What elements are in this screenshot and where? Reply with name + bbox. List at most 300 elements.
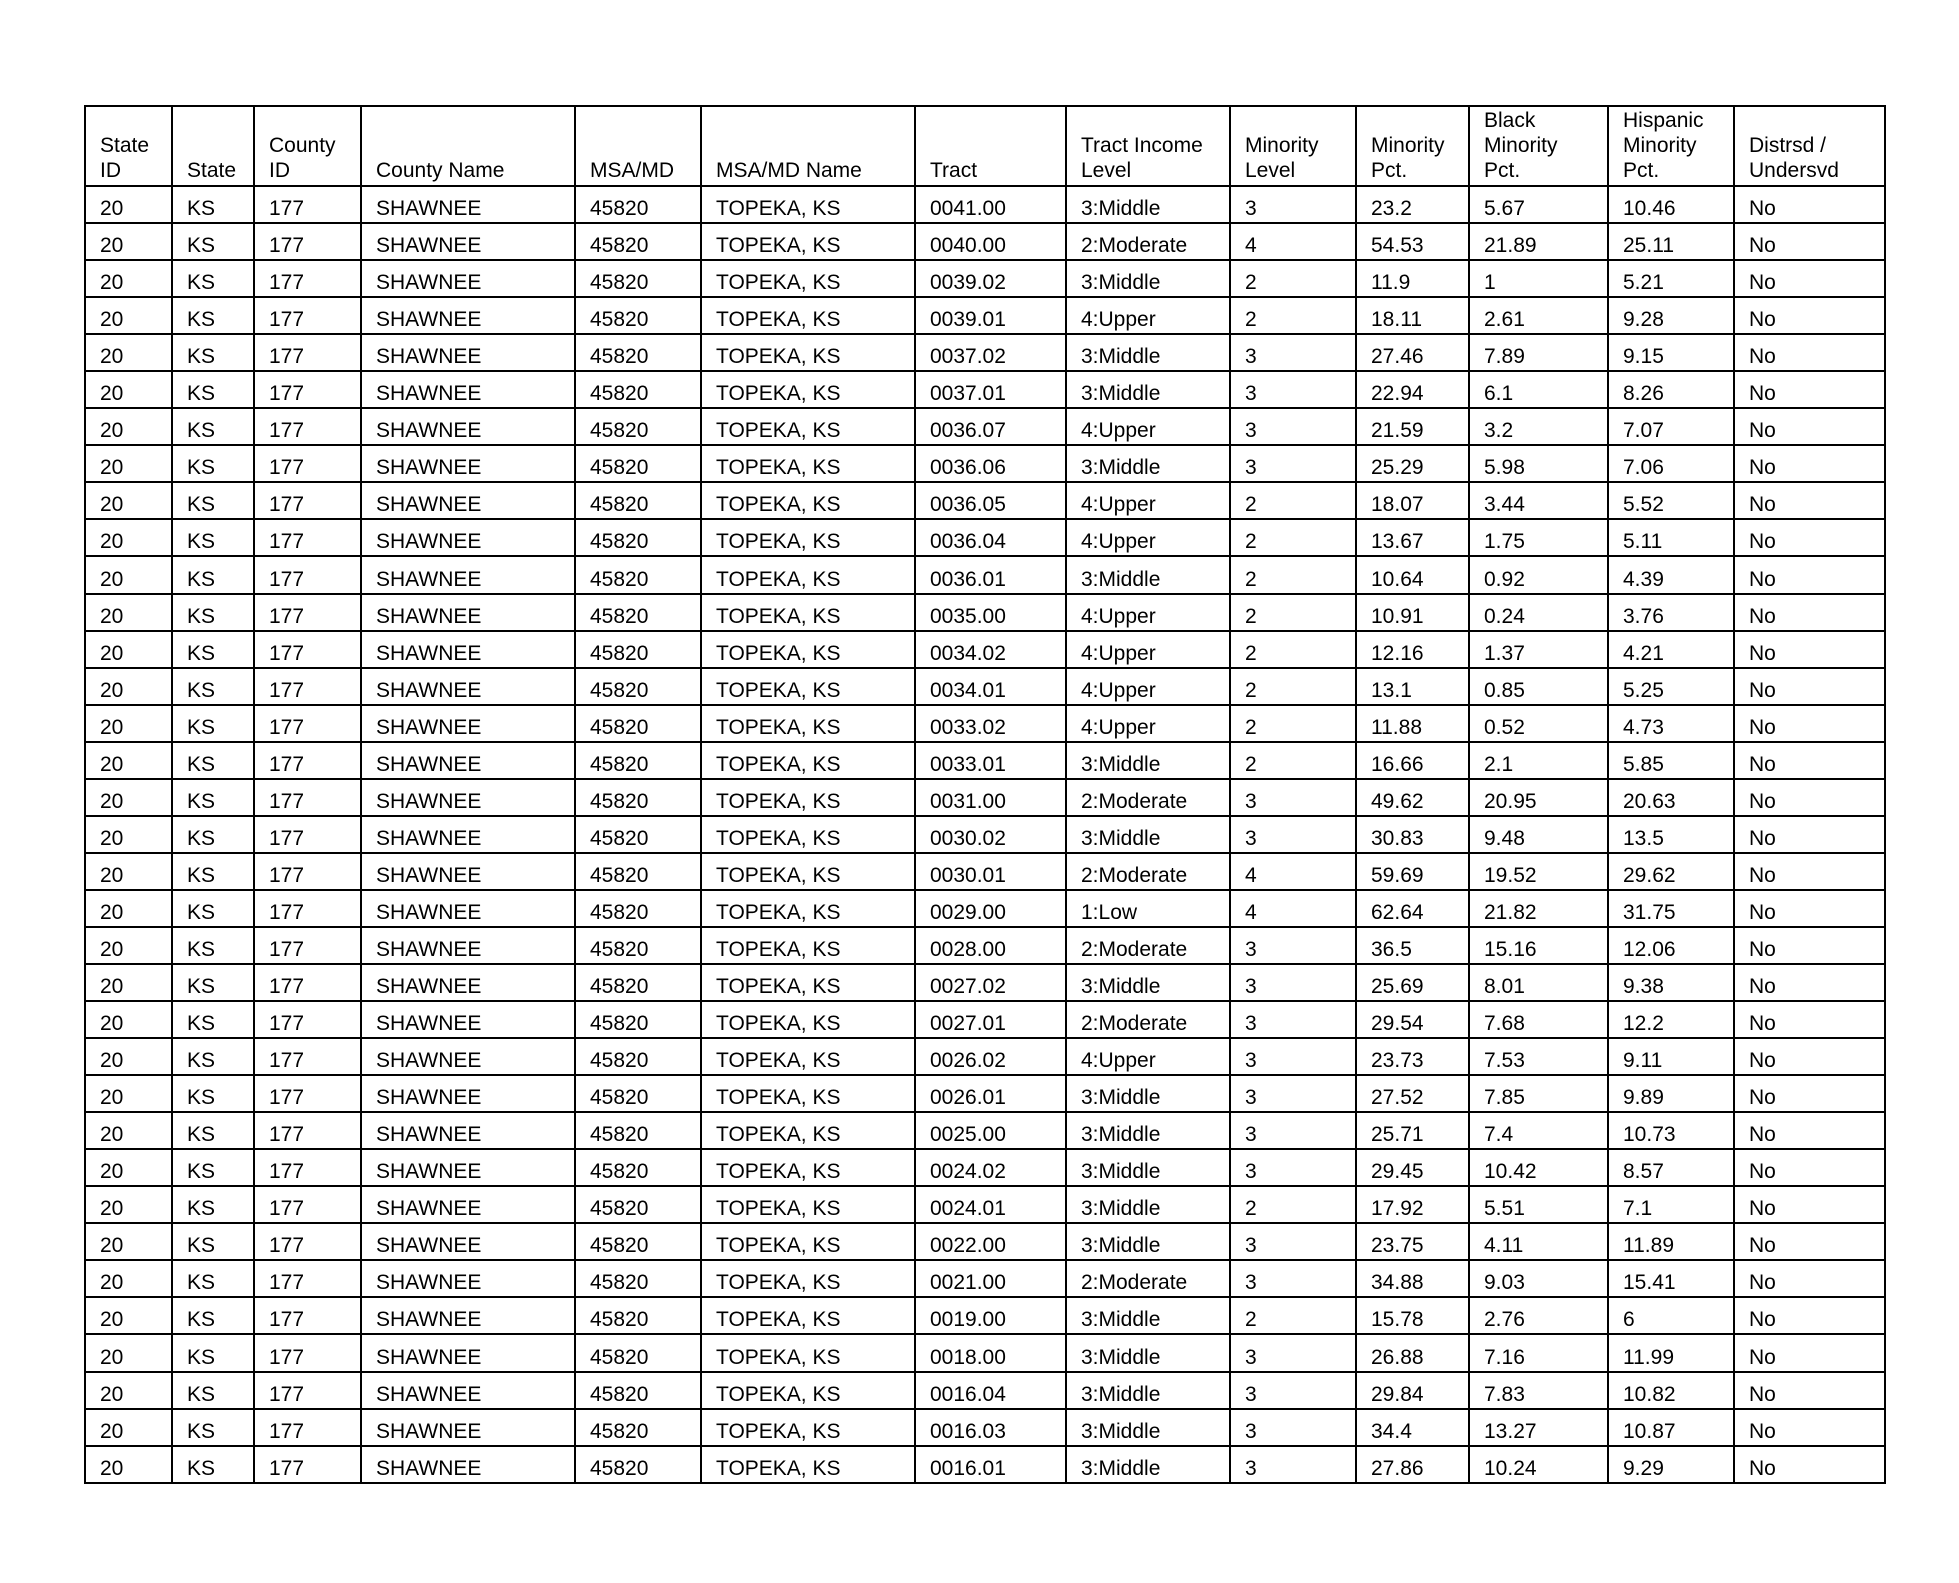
cell-black-minority-pct: 2.61 <box>1469 297 1608 334</box>
cell-county-id: 177 <box>254 1186 361 1223</box>
cell-black-minority-pct: 19.52 <box>1469 853 1608 890</box>
cell-county-name: SHAWNEE <box>361 816 575 853</box>
cell-msa-md-name: TOPEKA, KS <box>701 1112 915 1149</box>
cell-black-minority-pct: 1.37 <box>1469 631 1608 668</box>
cell-state-id: 20 <box>85 1112 172 1149</box>
cell-msa-md-name: TOPEKA, KS <box>701 1334 915 1371</box>
cell-minority-level: 3 <box>1230 371 1356 408</box>
cell-tract: 0028.00 <box>915 927 1066 964</box>
table-row <box>85 631 1885 668</box>
cell-hispanic-minority-pct: 9.28 <box>1608 297 1734 334</box>
cell-hispanic-minority-pct: 9.29 <box>1608 1446 1734 1483</box>
cell-msa-md: 45820 <box>575 1334 701 1371</box>
table-row <box>85 1075 1885 1112</box>
cell-county-id: 177 <box>254 334 361 371</box>
cell-distrsd-undersvd: No <box>1734 519 1885 556</box>
cell-tract: 0031.00 <box>915 779 1066 816</box>
cell-county-name: SHAWNEE <box>361 482 575 519</box>
cell-msa-md: 45820 <box>575 1112 701 1149</box>
cell-minority-pct: 54.53 <box>1356 223 1469 260</box>
cell-msa-md-name: TOPEKA, KS <box>701 519 915 556</box>
cell-tract-income-level: 4:Upper <box>1066 297 1230 334</box>
cell-state: KS <box>172 1297 254 1334</box>
cell-tract-income-level: 2:Moderate <box>1066 1260 1230 1297</box>
cell-state-id: 20 <box>85 1223 172 1260</box>
cell-msa-md-name: TOPEKA, KS <box>701 371 915 408</box>
cell-minority-level: 3 <box>1230 1075 1356 1112</box>
cell-county-id: 177 <box>254 594 361 631</box>
cell-msa-md-name: TOPEKA, KS <box>701 1409 915 1446</box>
cell-county-name: SHAWNEE <box>361 964 575 1001</box>
cell-hispanic-minority-pct: 9.15 <box>1608 334 1734 371</box>
cell-distrsd-undersvd: No <box>1734 964 1885 1001</box>
cell-tract-income-level: 2:Moderate <box>1066 779 1230 816</box>
cell-minority-pct: 13.1 <box>1356 668 1469 705</box>
cell-black-minority-pct: 7.85 <box>1469 1075 1608 1112</box>
cell-state: KS <box>172 1001 254 1038</box>
cell-state-id: 20 <box>85 1446 172 1483</box>
cell-county-name: SHAWNEE <box>361 779 575 816</box>
table-row <box>85 594 1885 631</box>
cell-black-minority-pct: 10.42 <box>1469 1149 1608 1186</box>
cell-county-id: 177 <box>254 1372 361 1409</box>
cell-distrsd-undersvd: No <box>1734 1186 1885 1223</box>
cell-tract: 0037.02 <box>915 334 1066 371</box>
cell-msa-md: 45820 <box>575 705 701 742</box>
cell-hispanic-minority-pct: 29.62 <box>1608 853 1734 890</box>
cell-distrsd-undersvd: No <box>1734 482 1885 519</box>
column-header-label: Tract <box>930 159 978 182</box>
cell-tract-income-level: 4:Upper <box>1066 594 1230 631</box>
cell-minority-pct: 10.64 <box>1356 556 1469 593</box>
cell-minority-pct: 11.88 <box>1356 705 1469 742</box>
cell-tract: 0019.00 <box>915 1297 1066 1334</box>
column-header-label: County ID <box>269 134 336 182</box>
cell-tract: 0037.01 <box>915 371 1066 408</box>
cell-hispanic-minority-pct: 10.46 <box>1608 186 1734 223</box>
cell-msa-md-name: TOPEKA, KS <box>701 853 915 890</box>
cell-msa-md-name: TOPEKA, KS <box>701 594 915 631</box>
cell-tract: 0039.01 <box>915 297 1066 334</box>
cell-tract: 0016.01 <box>915 1446 1066 1483</box>
cell-hispanic-minority-pct: 15.41 <box>1608 1260 1734 1297</box>
cell-msa-md-name: TOPEKA, KS <box>701 297 915 334</box>
cell-distrsd-undersvd: No <box>1734 260 1885 297</box>
cell-black-minority-pct: 21.89 <box>1469 223 1608 260</box>
cell-minority-level: 2 <box>1230 519 1356 556</box>
cell-hispanic-minority-pct: 6 <box>1608 1297 1734 1334</box>
cell-msa-md: 45820 <box>575 371 701 408</box>
cell-state-id: 20 <box>85 223 172 260</box>
cell-minority-level: 4 <box>1230 890 1356 927</box>
column-header-msa-md-name <box>701 106 915 186</box>
cell-hispanic-minority-pct: 5.52 <box>1608 482 1734 519</box>
cell-state: KS <box>172 519 254 556</box>
cell-county-id: 177 <box>254 371 361 408</box>
cell-hispanic-minority-pct: 3.76 <box>1608 594 1734 631</box>
cell-hispanic-minority-pct: 11.89 <box>1608 1223 1734 1260</box>
cell-minority-pct: 27.52 <box>1356 1075 1469 1112</box>
table-row <box>85 1112 1885 1149</box>
cell-county-id: 177 <box>254 482 361 519</box>
cell-county-id: 177 <box>254 186 361 223</box>
cell-county-id: 177 <box>254 1446 361 1483</box>
cell-minority-level: 2 <box>1230 668 1356 705</box>
cell-county-name: SHAWNEE <box>361 1409 575 1446</box>
table-row <box>85 445 1885 482</box>
table-row <box>85 927 1885 964</box>
cell-hispanic-minority-pct: 10.87 <box>1608 1409 1734 1446</box>
cell-minority-level: 3 <box>1230 445 1356 482</box>
cell-county-id: 177 <box>254 1297 361 1334</box>
cell-minority-level: 3 <box>1230 1149 1356 1186</box>
cell-minority-level: 3 <box>1230 779 1356 816</box>
cell-state: KS <box>172 890 254 927</box>
cell-tract: 0016.04 <box>915 1372 1066 1409</box>
cell-msa-md-name: TOPEKA, KS <box>701 964 915 1001</box>
cell-state-id: 20 <box>85 556 172 593</box>
cell-msa-md: 45820 <box>575 334 701 371</box>
cell-distrsd-undersvd: No <box>1734 1372 1885 1409</box>
cell-minority-pct: 29.45 <box>1356 1149 1469 1186</box>
cell-state-id: 20 <box>85 668 172 705</box>
cell-msa-md: 45820 <box>575 631 701 668</box>
cell-minority-level: 3 <box>1230 1038 1356 1075</box>
cell-msa-md-name: TOPEKA, KS <box>701 1223 915 1260</box>
cell-minority-pct: 16.66 <box>1356 742 1469 779</box>
cell-distrsd-undersvd: No <box>1734 556 1885 593</box>
cell-hispanic-minority-pct: 8.57 <box>1608 1149 1734 1186</box>
cell-minority-pct: 34.4 <box>1356 1409 1469 1446</box>
cell-minority-pct: 10.91 <box>1356 594 1469 631</box>
cell-state-id: 20 <box>85 1372 172 1409</box>
cell-tract: 0036.06 <box>915 445 1066 482</box>
column-header-tract <box>915 106 1066 186</box>
cell-state-id: 20 <box>85 1001 172 1038</box>
column-header-label: Tract Income Level <box>1081 134 1203 182</box>
cell-hispanic-minority-pct: 9.89 <box>1608 1075 1734 1112</box>
cell-county-name: SHAWNEE <box>361 1334 575 1371</box>
cell-tract: 0027.01 <box>915 1001 1066 1038</box>
cell-state: KS <box>172 927 254 964</box>
column-header-county-name <box>361 106 575 186</box>
cell-distrsd-undersvd: No <box>1734 668 1885 705</box>
cell-msa-md-name: TOPEKA, KS <box>701 260 915 297</box>
cell-distrsd-undersvd: No <box>1734 223 1885 260</box>
cell-black-minority-pct: 0.92 <box>1469 556 1608 593</box>
cell-black-minority-pct: 1.75 <box>1469 519 1608 556</box>
cell-county-name: SHAWNEE <box>361 1223 575 1260</box>
cell-tract: 0034.01 <box>915 668 1066 705</box>
cell-tract-income-level: 3:Middle <box>1066 1112 1230 1149</box>
cell-distrsd-undersvd: No <box>1734 1223 1885 1260</box>
cell-county-name: SHAWNEE <box>361 705 575 742</box>
cell-state-id: 20 <box>85 1297 172 1334</box>
cell-tract-income-level: 3:Middle <box>1066 1334 1230 1371</box>
cell-msa-md: 45820 <box>575 1038 701 1075</box>
cell-msa-md: 45820 <box>575 223 701 260</box>
cell-hispanic-minority-pct: 11.99 <box>1608 1334 1734 1371</box>
cell-minority-pct: 25.69 <box>1356 964 1469 1001</box>
cell-black-minority-pct: 9.48 <box>1469 816 1608 853</box>
cell-tract-income-level: 3:Middle <box>1066 1409 1230 1446</box>
cell-minority-level: 3 <box>1230 1223 1356 1260</box>
column-header-label: Minority Pct. <box>1371 134 1445 182</box>
cell-hispanic-minority-pct: 5.85 <box>1608 742 1734 779</box>
cell-tract: 0016.03 <box>915 1409 1066 1446</box>
cell-tract-income-level: 3:Middle <box>1066 1446 1230 1483</box>
cell-state-id: 20 <box>85 519 172 556</box>
cell-minority-pct: 18.07 <box>1356 482 1469 519</box>
cell-tract-income-level: 3:Middle <box>1066 742 1230 779</box>
cell-msa-md-name: TOPEKA, KS <box>701 482 915 519</box>
cell-tract: 0024.01 <box>915 1186 1066 1223</box>
cell-tract: 0029.00 <box>915 890 1066 927</box>
cell-tract-income-level: 3:Middle <box>1066 371 1230 408</box>
cell-minority-pct: 23.73 <box>1356 1038 1469 1075</box>
cell-tract: 0039.02 <box>915 260 1066 297</box>
cell-county-name: SHAWNEE <box>361 1149 575 1186</box>
cell-county-id: 177 <box>254 1149 361 1186</box>
cell-msa-md-name: TOPEKA, KS <box>701 1038 915 1075</box>
cell-state-id: 20 <box>85 927 172 964</box>
cell-state: KS <box>172 964 254 1001</box>
cell-minority-pct: 29.84 <box>1356 1372 1469 1409</box>
cell-state-id: 20 <box>85 297 172 334</box>
cell-state: KS <box>172 371 254 408</box>
cell-tract-income-level: 3:Middle <box>1066 556 1230 593</box>
cell-hispanic-minority-pct: 20.63 <box>1608 779 1734 816</box>
cell-minority-pct: 49.62 <box>1356 779 1469 816</box>
cell-msa-md: 45820 <box>575 1297 701 1334</box>
cell-county-name: SHAWNEE <box>361 445 575 482</box>
cell-msa-md-name: TOPEKA, KS <box>701 445 915 482</box>
cell-minority-level: 3 <box>1230 1260 1356 1297</box>
cell-black-minority-pct: 2.76 <box>1469 1297 1608 1334</box>
cell-distrsd-undersvd: No <box>1734 445 1885 482</box>
cell-state: KS <box>172 1186 254 1223</box>
cell-state-id: 20 <box>85 1186 172 1223</box>
cell-tract-income-level: 2:Moderate <box>1066 1001 1230 1038</box>
cell-black-minority-pct: 20.95 <box>1469 779 1608 816</box>
cell-tract: 0034.02 <box>915 631 1066 668</box>
cell-county-id: 177 <box>254 779 361 816</box>
cell-distrsd-undersvd: No <box>1734 371 1885 408</box>
cell-hispanic-minority-pct: 4.21 <box>1608 631 1734 668</box>
cell-state: KS <box>172 260 254 297</box>
table-row <box>85 890 1885 927</box>
cell-distrsd-undersvd: No <box>1734 1001 1885 1038</box>
cell-minority-pct: 11.9 <box>1356 260 1469 297</box>
column-header-black-minority-pct <box>1469 106 1608 186</box>
cell-distrsd-undersvd: No <box>1734 779 1885 816</box>
cell-distrsd-undersvd: No <box>1734 1075 1885 1112</box>
cell-tract-income-level: 4:Upper <box>1066 519 1230 556</box>
cell-msa-md: 45820 <box>575 1260 701 1297</box>
cell-minority-pct: 34.88 <box>1356 1260 1469 1297</box>
cell-msa-md-name: TOPEKA, KS <box>701 1186 915 1223</box>
cell-state-id: 20 <box>85 594 172 631</box>
cell-black-minority-pct: 5.67 <box>1469 186 1608 223</box>
cell-tract-income-level: 3:Middle <box>1066 816 1230 853</box>
cell-state-id: 20 <box>85 1075 172 1112</box>
table-row <box>85 1001 1885 1038</box>
column-header-label: State ID <box>100 134 150 182</box>
cell-msa-md-name: TOPEKA, KS <box>701 742 915 779</box>
cell-state-id: 20 <box>85 705 172 742</box>
cell-black-minority-pct: 0.24 <box>1469 594 1608 631</box>
cell-county-id: 177 <box>254 927 361 964</box>
cell-county-id: 177 <box>254 1260 361 1297</box>
cell-county-name: SHAWNEE <box>361 1112 575 1149</box>
table-body <box>85 186 1885 1483</box>
cell-county-id: 177 <box>254 890 361 927</box>
cell-minority-level: 3 <box>1230 186 1356 223</box>
cell-minority-level: 3 <box>1230 927 1356 964</box>
cell-msa-md: 45820 <box>575 668 701 705</box>
cell-minority-level: 2 <box>1230 482 1356 519</box>
cell-county-name: SHAWNEE <box>361 1001 575 1038</box>
cell-msa-md-name: TOPEKA, KS <box>701 1149 915 1186</box>
cell-hispanic-minority-pct: 5.25 <box>1608 668 1734 705</box>
cell-state: KS <box>172 408 254 445</box>
cell-msa-md-name: TOPEKA, KS <box>701 779 915 816</box>
cell-msa-md: 45820 <box>575 1186 701 1223</box>
cell-county-id: 177 <box>254 1112 361 1149</box>
cell-state-id: 20 <box>85 482 172 519</box>
table-row <box>85 408 1885 445</box>
column-header-label: State <box>187 159 237 182</box>
cell-tract: 0036.01 <box>915 556 1066 593</box>
cell-tract-income-level: 3:Middle <box>1066 445 1230 482</box>
cell-county-id: 177 <box>254 1001 361 1038</box>
cell-tract-income-level: 3:Middle <box>1066 1186 1230 1223</box>
cell-distrsd-undersvd: No <box>1734 890 1885 927</box>
cell-minority-level: 2 <box>1230 556 1356 593</box>
cell-black-minority-pct: 6.1 <box>1469 371 1608 408</box>
column-header-distrsd-undersvd <box>1734 106 1885 186</box>
cell-msa-md-name: TOPEKA, KS <box>701 631 915 668</box>
cell-county-name: SHAWNEE <box>361 186 575 223</box>
cell-state: KS <box>172 594 254 631</box>
cell-black-minority-pct: 3.44 <box>1469 482 1608 519</box>
cell-county-id: 177 <box>254 853 361 890</box>
cell-black-minority-pct: 9.03 <box>1469 1260 1608 1297</box>
cell-county-id: 177 <box>254 223 361 260</box>
cell-msa-md: 45820 <box>575 1446 701 1483</box>
cell-msa-md: 45820 <box>575 408 701 445</box>
cell-msa-md-name: TOPEKA, KS <box>701 927 915 964</box>
cell-hispanic-minority-pct: 7.06 <box>1608 445 1734 482</box>
cell-black-minority-pct: 15.16 <box>1469 927 1608 964</box>
cell-county-name: SHAWNEE <box>361 297 575 334</box>
cell-black-minority-pct: 10.24 <box>1469 1446 1608 1483</box>
cell-msa-md: 45820 <box>575 1372 701 1409</box>
column-header-county-id <box>254 106 361 186</box>
column-header-state-id <box>85 106 172 186</box>
cell-state: KS <box>172 631 254 668</box>
cell-hispanic-minority-pct: 8.26 <box>1608 371 1734 408</box>
cell-msa-md-name: TOPEKA, KS <box>701 223 915 260</box>
cell-msa-md: 45820 <box>575 445 701 482</box>
cell-minority-level: 3 <box>1230 1334 1356 1371</box>
cell-black-minority-pct: 0.52 <box>1469 705 1608 742</box>
cell-msa-md: 45820 <box>575 964 701 1001</box>
cell-state: KS <box>172 445 254 482</box>
cell-state: KS <box>172 1260 254 1297</box>
table-row <box>85 705 1885 742</box>
column-header-label: Black Minority Pct. <box>1484 109 1558 182</box>
cell-msa-md: 45820 <box>575 594 701 631</box>
cell-state-id: 20 <box>85 371 172 408</box>
cell-distrsd-undersvd: No <box>1734 1446 1885 1483</box>
cell-tract: 0036.04 <box>915 519 1066 556</box>
table-row <box>85 371 1885 408</box>
cell-state-id: 20 <box>85 334 172 371</box>
cell-minority-pct: 18.11 <box>1356 297 1469 334</box>
cell-state-id: 20 <box>85 853 172 890</box>
cell-state-id: 20 <box>85 779 172 816</box>
cell-msa-md: 45820 <box>575 890 701 927</box>
cell-minority-pct: 25.29 <box>1356 445 1469 482</box>
cell-minority-pct: 29.54 <box>1356 1001 1469 1038</box>
table-row <box>85 1186 1885 1223</box>
cell-county-id: 177 <box>254 742 361 779</box>
cell-county-name: SHAWNEE <box>361 853 575 890</box>
cell-minority-level: 4 <box>1230 223 1356 260</box>
cell-state: KS <box>172 1372 254 1409</box>
cell-county-name: SHAWNEE <box>361 594 575 631</box>
cell-county-id: 177 <box>254 408 361 445</box>
cell-msa-md: 45820 <box>575 297 701 334</box>
cell-state-id: 20 <box>85 1409 172 1446</box>
cell-black-minority-pct: 2.1 <box>1469 742 1608 779</box>
cell-tract-income-level: 2:Moderate <box>1066 927 1230 964</box>
cell-county-id: 177 <box>254 816 361 853</box>
cell-msa-md-name: TOPEKA, KS <box>701 1446 915 1483</box>
cell-black-minority-pct: 1 <box>1469 260 1608 297</box>
cell-county-name: SHAWNEE <box>361 260 575 297</box>
cell-distrsd-undersvd: No <box>1734 1149 1885 1186</box>
cell-tract: 0018.00 <box>915 1334 1066 1371</box>
cell-state-id: 20 <box>85 1260 172 1297</box>
cell-tract: 0033.01 <box>915 742 1066 779</box>
cell-tract-income-level: 4:Upper <box>1066 631 1230 668</box>
cell-county-id: 177 <box>254 668 361 705</box>
cell-distrsd-undersvd: No <box>1734 705 1885 742</box>
cell-black-minority-pct: 8.01 <box>1469 964 1608 1001</box>
cell-minority-level: 3 <box>1230 1446 1356 1483</box>
cell-distrsd-undersvd: No <box>1734 1297 1885 1334</box>
column-header-msa-md <box>575 106 701 186</box>
cell-tract-income-level: 4:Upper <box>1066 482 1230 519</box>
cell-msa-md-name: TOPEKA, KS <box>701 408 915 445</box>
cell-black-minority-pct: 4.11 <box>1469 1223 1608 1260</box>
cell-black-minority-pct: 0.85 <box>1469 668 1608 705</box>
cell-distrsd-undersvd: No <box>1734 853 1885 890</box>
cell-state: KS <box>172 1149 254 1186</box>
table-row <box>85 223 1885 260</box>
cell-minority-level: 2 <box>1230 260 1356 297</box>
cell-minority-level: 3 <box>1230 334 1356 371</box>
table-row <box>85 1297 1885 1334</box>
cell-tract-income-level: 3:Middle <box>1066 1075 1230 1112</box>
cell-tract-income-level: 3:Middle <box>1066 1297 1230 1334</box>
cell-black-minority-pct: 7.4 <box>1469 1112 1608 1149</box>
cell-county-name: SHAWNEE <box>361 927 575 964</box>
cell-tract: 0035.00 <box>915 594 1066 631</box>
table-row <box>85 1038 1885 1075</box>
